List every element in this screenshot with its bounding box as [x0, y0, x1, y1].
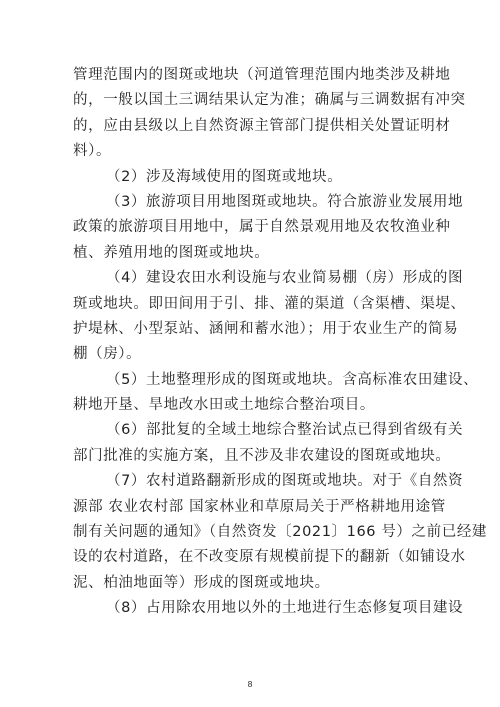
body-text [73, 63, 488, 622]
text-line: 管理范围内的图斑或地块（河道管理范围内地类涉及耕地 [73, 67, 451, 83]
text-line: 源部 农业农村部 国家林业和草原局关于严格耕地用途管 [73, 498, 446, 515]
paragraph-item-5: （5）土地整理形成的图斑或地块。含高标准农田建设、 [106, 371, 479, 388]
text-line: 的，应由县级以上自然资源主管部门提供相关处置证明材 [73, 117, 451, 134]
text-line: 制有关问题的通知》（自然资发〔2021〕166 号）之前已经建 [73, 524, 488, 541]
paragraph-item-8: （8）占用除农用地以外的土地进行生态修复项目建设 [106, 600, 464, 617]
paragraph-item-2: （2）涉及海域使用的图斑或地块。 [106, 168, 343, 185]
text-line: 护堤林、小型泵站、涵闸和蓄水池）；用于农业生产的简易 [73, 320, 459, 337]
text-line: 政策的旅游项目用地中，属于自然景观用地及农牧渔业种 [73, 219, 451, 236]
text-line: 部门批准的实施方案，且不涉及非农建设的图斑或地块。 [73, 447, 451, 464]
text-line: 泥、柏油地面等）形成的图斑或地块。 [73, 574, 330, 591]
paragraph-item-7: （7）农村道路翻新形成的图斑或地块。对于《自然资 [106, 473, 464, 490]
text-line: 植、养殖用地的图斑或地块。 [73, 244, 270, 261]
paragraph-item-4: （4）建设农田水利设施与农业简易棚（房）形成的图 [106, 270, 464, 287]
text-line: 设的农村道路，在不改变原有规模前提下的翻新（如铺设水 [73, 549, 466, 566]
page-number: 8 [247, 680, 253, 689]
text-line: 的，一般以国土三调结果认定为准；确属与三调数据有冲突 [73, 92, 466, 109]
paragraph-item-6: （6）部批复的全域土地综合整治试点已得到省级有关 [106, 422, 464, 439]
text-line: 耕地开垦、旱地改水田或土地综合整治项目。 [73, 397, 375, 414]
text-line: 棚（房）。 [73, 346, 142, 363]
paragraph-item-3: （3）旅游项目用地图斑或地块。符合旅游业发展用地 [106, 193, 464, 210]
text-line: 料）。 [73, 143, 112, 160]
text-line: 斑或地块。即田间用于引、排、灌的渠道（含渠槽、渠堤、 [73, 295, 466, 312]
